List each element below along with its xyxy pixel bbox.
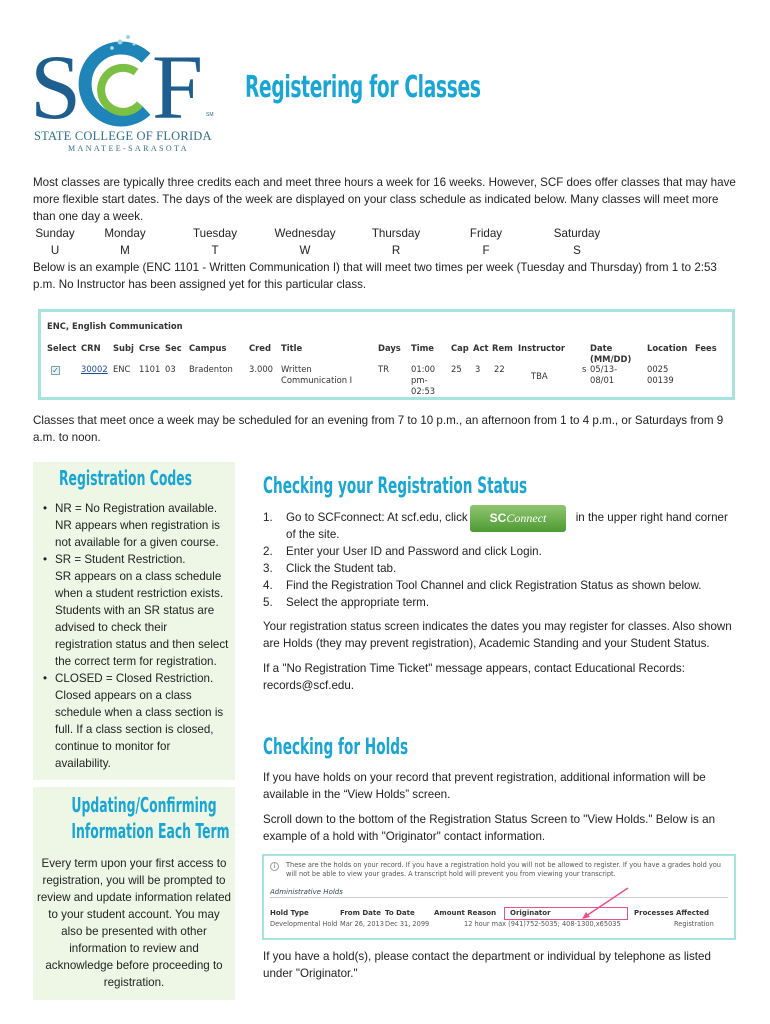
- code-item-nr: [41, 500, 231, 551]
- cell-date-line2: 08/01: [590, 375, 615, 385]
- step-text: Find the Registration Tool Channel and click Registration Status as shown below.: [286, 579, 702, 592]
- registration-codes-box: [33, 462, 235, 780]
- holds-subtitle: Administrative Holds: [270, 888, 343, 896]
- holds-col-header: Amount Reason: [434, 909, 497, 917]
- cell-date-line1: 05/13-: [590, 364, 618, 374]
- code-line: full. If a class section is closed,: [55, 723, 214, 736]
- scf-logo: [28, 30, 218, 155]
- cell-subj: ENC: [113, 364, 131, 374]
- holds-paragraph-1: If you have holds on your record that prevent registration, additional information will be available in the “View Holds” screen.: [263, 771, 706, 801]
- col-header: Rem: [492, 343, 513, 353]
- cell-location-line2: 00139: [647, 375, 674, 385]
- col-header: Location: [647, 343, 688, 353]
- code-line: not available for a given course.: [55, 536, 219, 549]
- scfconnect-button[interactable]: [470, 505, 566, 532]
- code-line: when a student restriction exists.: [55, 587, 224, 600]
- col-header: Campus: [189, 343, 227, 353]
- holds-paragraph-3: If you have a hold(s), please contact the department or individual by telephone as listed under "Originator.": [263, 950, 711, 980]
- divider: [270, 897, 728, 898]
- day-code: R: [391, 244, 401, 257]
- day-name: Monday: [104, 227, 146, 240]
- code-item-sr: [41, 551, 231, 670]
- code-line: schedule when a class section is: [55, 706, 224, 719]
- cell-days: TR: [378, 364, 389, 374]
- holds-col-header: To Date: [385, 909, 415, 917]
- day-name: Sunday: [35, 227, 75, 240]
- crn-link[interactable]: 30002: [81, 364, 108, 374]
- scfconnect-button-label: Connect: [506, 511, 547, 525]
- subject-title: ENC, English Communication: [47, 321, 183, 331]
- cell-cap: 25: [451, 364, 462, 374]
- scfconnect-button-brand: SC: [489, 511, 507, 525]
- status-section-title: Checking your Registration Status: [263, 474, 528, 499]
- cell-instructor: TBA: [531, 371, 548, 381]
- service-mark: SM: [206, 112, 214, 118]
- svg-text:F: F: [152, 36, 204, 130]
- day-name: Wednesday: [274, 227, 336, 240]
- cell-rem: 22: [494, 364, 505, 374]
- cell-location-line1: 0025: [647, 364, 669, 374]
- cell-time-line3: 02:53: [411, 386, 436, 396]
- holds-col-header: Processes Affected: [634, 909, 710, 917]
- updating-info-box: [33, 787, 235, 1000]
- step-item: [263, 594, 743, 611]
- holds-col-header: Originator: [510, 909, 551, 917]
- code-line: Closed appears on a class: [55, 689, 192, 702]
- step-item: [263, 543, 743, 560]
- col-header: Title: [281, 343, 303, 353]
- updating-title-line2: Information Each Term: [71, 819, 230, 843]
- col-header: Crse: [139, 343, 160, 353]
- step-number: 3.: [263, 562, 273, 575]
- select-checkbox[interactable]: ✓: [52, 366, 59, 375]
- code-line: NR appears when registration is: [55, 519, 220, 532]
- step-text: in the upper right hand corner: [575, 511, 728, 524]
- holds-cell: Dec 31, 2099: [385, 920, 430, 928]
- cell-act: 3: [475, 364, 481, 374]
- code-line: Students with an SR status are: [55, 604, 215, 617]
- col-header: CRN: [81, 343, 101, 353]
- holds-cell: Developmental Hold: [270, 920, 338, 928]
- step-number: 1.: [263, 511, 273, 524]
- cell-title-line1: Written: [281, 364, 312, 374]
- holds-cell: Registration: [674, 920, 714, 928]
- col-header: Instructor: [518, 343, 566, 353]
- step-text: Click the Student tab.: [286, 562, 397, 575]
- cell-campus: Bradenton: [189, 364, 233, 374]
- col-header: Sec: [165, 343, 182, 353]
- holds-cell: Mar 26, 2013: [340, 920, 384, 928]
- cell-cred: 3.000: [249, 364, 273, 374]
- step-number: 2.: [263, 545, 273, 558]
- col-header: Time: [411, 343, 434, 353]
- col-header: Select: [47, 343, 77, 353]
- intro-paragraph: Most classes are typically three credits each and meet three hours a week for 16 weeks. However, SCF does offer classes that may have more flexible start dates. The days of the week are displayed on your class schedule as indicated below. Many classes will meet more than one day a week.: [33, 176, 736, 223]
- day-name: Friday: [469, 227, 503, 240]
- col-header: Subj: [113, 343, 134, 353]
- registration-codes-title: Registration Codes: [59, 466, 193, 490]
- holds-info-text: These are the holds on your record. If you have a registration hold you will not be allowed to register. If you have a grades hold you will not be able to view your grades. A transcript hold will prevent you from viewing your transcript.: [286, 861, 721, 878]
- code-line: • SR = Student Restriction.: [55, 553, 186, 566]
- holds-section-title: Checking for Holds: [263, 735, 409, 760]
- step-item: [263, 577, 743, 594]
- day-code: W: [299, 244, 311, 257]
- code-line: continue to monitor for: [55, 740, 171, 753]
- cell-date-prefix: s: [582, 364, 587, 374]
- day-code: F: [482, 244, 490, 257]
- cell-sec: 03: [165, 364, 176, 374]
- step-number: 4.: [263, 579, 273, 592]
- registration-codes-list: [41, 500, 231, 772]
- code-line: • NR = No Registration available.: [55, 502, 218, 515]
- code-line: advised to check their: [55, 621, 168, 634]
- page-title: Registering for Classes: [245, 70, 481, 105]
- evening-paragraph: Classes that meet once a week may be scheduled for an evening from 7 to 10 p.m., an afternoon from 1 to 4 p.m., or Saturdays from 9 a.m. to noon.: [33, 414, 724, 444]
- cell-time-line2: pm-: [411, 375, 428, 385]
- class-schedule-table: [38, 309, 735, 400]
- info-icon: i: [270, 862, 279, 871]
- cell-title-line2: Communication I: [281, 375, 353, 385]
- col-header: Fees: [695, 343, 717, 353]
- day-code: U: [50, 244, 60, 257]
- step-text: of the site.: [286, 528, 340, 541]
- example-paragraph: Below is an example (ENC 1101 - Written Communication I) that will meet two times per week (Tuesday and Thursday) from 1 to 2:53 p.m. No Instructor has been assigned yet for this particular class.: [33, 261, 717, 291]
- status-paragraph-1: Your registration status screen indicates the dates you may register for classes. Also shown are Holds (they may prevent registration), Academic Standing and your Student Status.: [263, 620, 732, 650]
- step-text: Enter your User ID and Password and click Login.: [286, 545, 542, 558]
- day-code: T: [211, 244, 219, 257]
- holds-paragraph-2: Scroll down to the bottom of the Registration Status Screen to "View Holds." Below is an example of a hold with "Originator" contact information.: [263, 813, 716, 843]
- holds-screenshot: [262, 854, 736, 940]
- svg-text:S: S: [30, 36, 82, 130]
- pointer-arrow-icon: [576, 886, 636, 922]
- cell-time-line1: 01:00: [411, 364, 436, 374]
- updating-title-line1: Updating/Confirming: [71, 793, 217, 817]
- code-line: the correct term for registration.: [55, 655, 217, 668]
- code-line: availability.: [55, 757, 111, 770]
- col-header: Cred: [249, 343, 271, 353]
- day-code: M: [120, 244, 130, 257]
- status-paragraph-2: If a "No Registration Time Ticket" message appears, contact Educational Records: records@scf.edu.: [263, 662, 685, 692]
- col-header: Days: [378, 343, 401, 353]
- step-item: [263, 560, 743, 577]
- day-name: Thursday: [371, 227, 421, 240]
- code-line: SR appears on a class schedule: [55, 570, 222, 583]
- day-name: Tuesday: [192, 227, 238, 240]
- holds-col-header: From Date: [340, 909, 381, 917]
- updating-text: Every term upon your first access to registration, you will be prompted to review and update information related to your student account. You may also be presented with other information to review and acknowledge before proceeding to registration.: [37, 857, 231, 989]
- logo-campus-name: MANATEE-SARASOTA: [68, 144, 189, 153]
- step-text: Select the appropriate term.: [286, 596, 430, 609]
- code-item-closed: [41, 670, 231, 772]
- step-number: 5.: [263, 596, 273, 609]
- holds-col-header: Hold Type: [270, 909, 309, 917]
- day-name: Saturday: [553, 227, 601, 240]
- scf-logo-mark: [28, 30, 218, 130]
- holds-cell: 12 hour max (941)752-5035; 408-1300,x65035: [464, 920, 621, 928]
- col-header: Cap: [451, 343, 469, 353]
- code-line: • CLOSED = Closed Restriction.: [55, 672, 214, 685]
- col-header: Date (MM/DD): [590, 343, 632, 364]
- step-text: Go to SCFconnect: At scf.edu, click: [286, 511, 468, 524]
- days-of-week: [33, 225, 653, 259]
- code-line: registration status and then select: [55, 638, 229, 651]
- col-header: Act: [473, 343, 489, 353]
- logo-college-name: STATE COLLEGE OF FLORIDA: [34, 129, 212, 143]
- day-code: S: [573, 244, 581, 257]
- cell-crse: 1101: [139, 364, 161, 374]
